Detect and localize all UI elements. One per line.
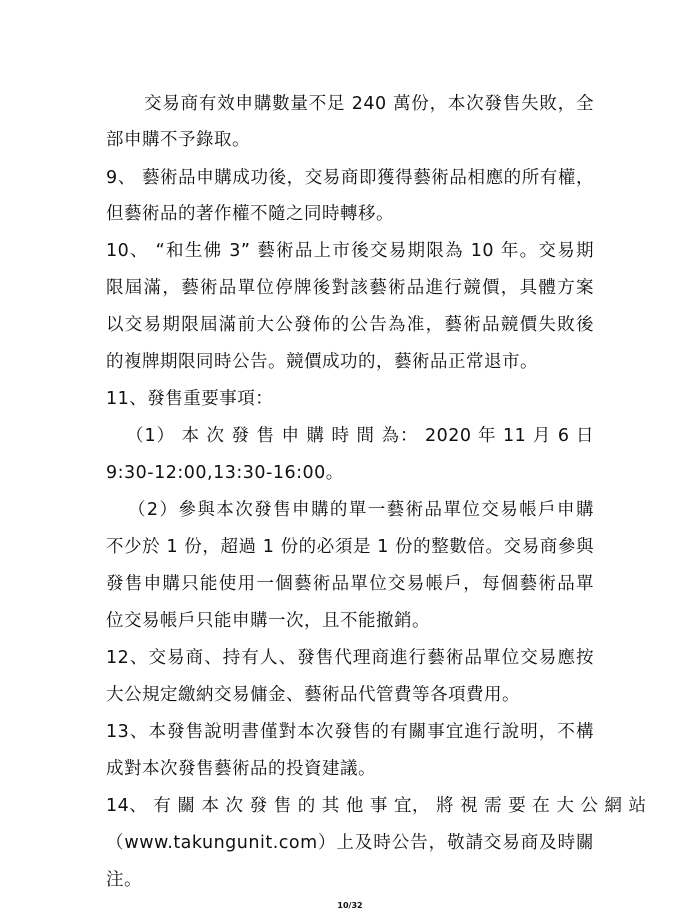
text-line: （www.takungunit.com）上及時公告，敬請交易商及時關: [106, 833, 594, 853]
text-line: 12、交易商、持有人、發售代理商進行藝術品單位交易應按: [106, 648, 594, 668]
text-line: 發售申購只能使用一個藝術品單位交易帳戶，每個藝術品單: [106, 574, 594, 594]
text-line: 不少於 1 份，超過 1 份的必須是 1 份的整數倍。交易商參與: [106, 537, 594, 557]
text-line: 13、本發售說明書僅對本次發售的有關事宜進行說明，不構: [106, 722, 594, 742]
text-line: 的複牌期限同時公告。競價成功的，藝術品正常退市。: [106, 352, 538, 372]
text-line: 交易商有效申購數量不足 240 萬份，本次發售失敗，全: [144, 94, 594, 114]
text-line: 以交易期限屆滿前大公發佈的公告為准，藝術品競價失敗後: [106, 315, 594, 335]
text-line: 9:30-12:00,13:30-16:00。: [106, 463, 344, 483]
text-line: 成對本次發售藝術品的投資建議。: [106, 759, 376, 779]
text-line: 11、發售重要事項：: [106, 389, 274, 409]
text-line: 14、 有 關 本 次 發 售 的 其 他 事 宜， 將 視 需 要 在 大 公 網 站: [106, 796, 647, 816]
text-line: （1） 本 次 發 售 申 購 時 間 為： 2020 年 11 月 6 日: [126, 426, 594, 446]
text-line: 10、 “和生佛 3” 藝術品上市後交易期限為 10 年。交易期: [106, 241, 594, 261]
text-line: 9、 藝術品申購成功後，交易商即獲得藝術品相應的所有權，: [106, 168, 594, 188]
text-line: 大公規定繳納交易傭金、藝術品代管費等各項費用。: [106, 685, 520, 705]
text-line: 位交易帳戶只能申購一次，且不能撤銷。: [106, 611, 430, 631]
text-line: 限屆滿，藝術品單位停牌後對該藝術品進行競價，具體方案: [106, 278, 594, 298]
text-line: 注。: [106, 870, 142, 890]
text-line: 但藝術品的著作權不隨之同時轉移。: [106, 204, 394, 224]
text-line: 部申購不予錄取。: [106, 130, 250, 150]
page-number: 10/32: [337, 901, 363, 910]
text-line: （2）參與本次發售申購的單一藝術品單位交易帳戶申購: [128, 500, 594, 520]
